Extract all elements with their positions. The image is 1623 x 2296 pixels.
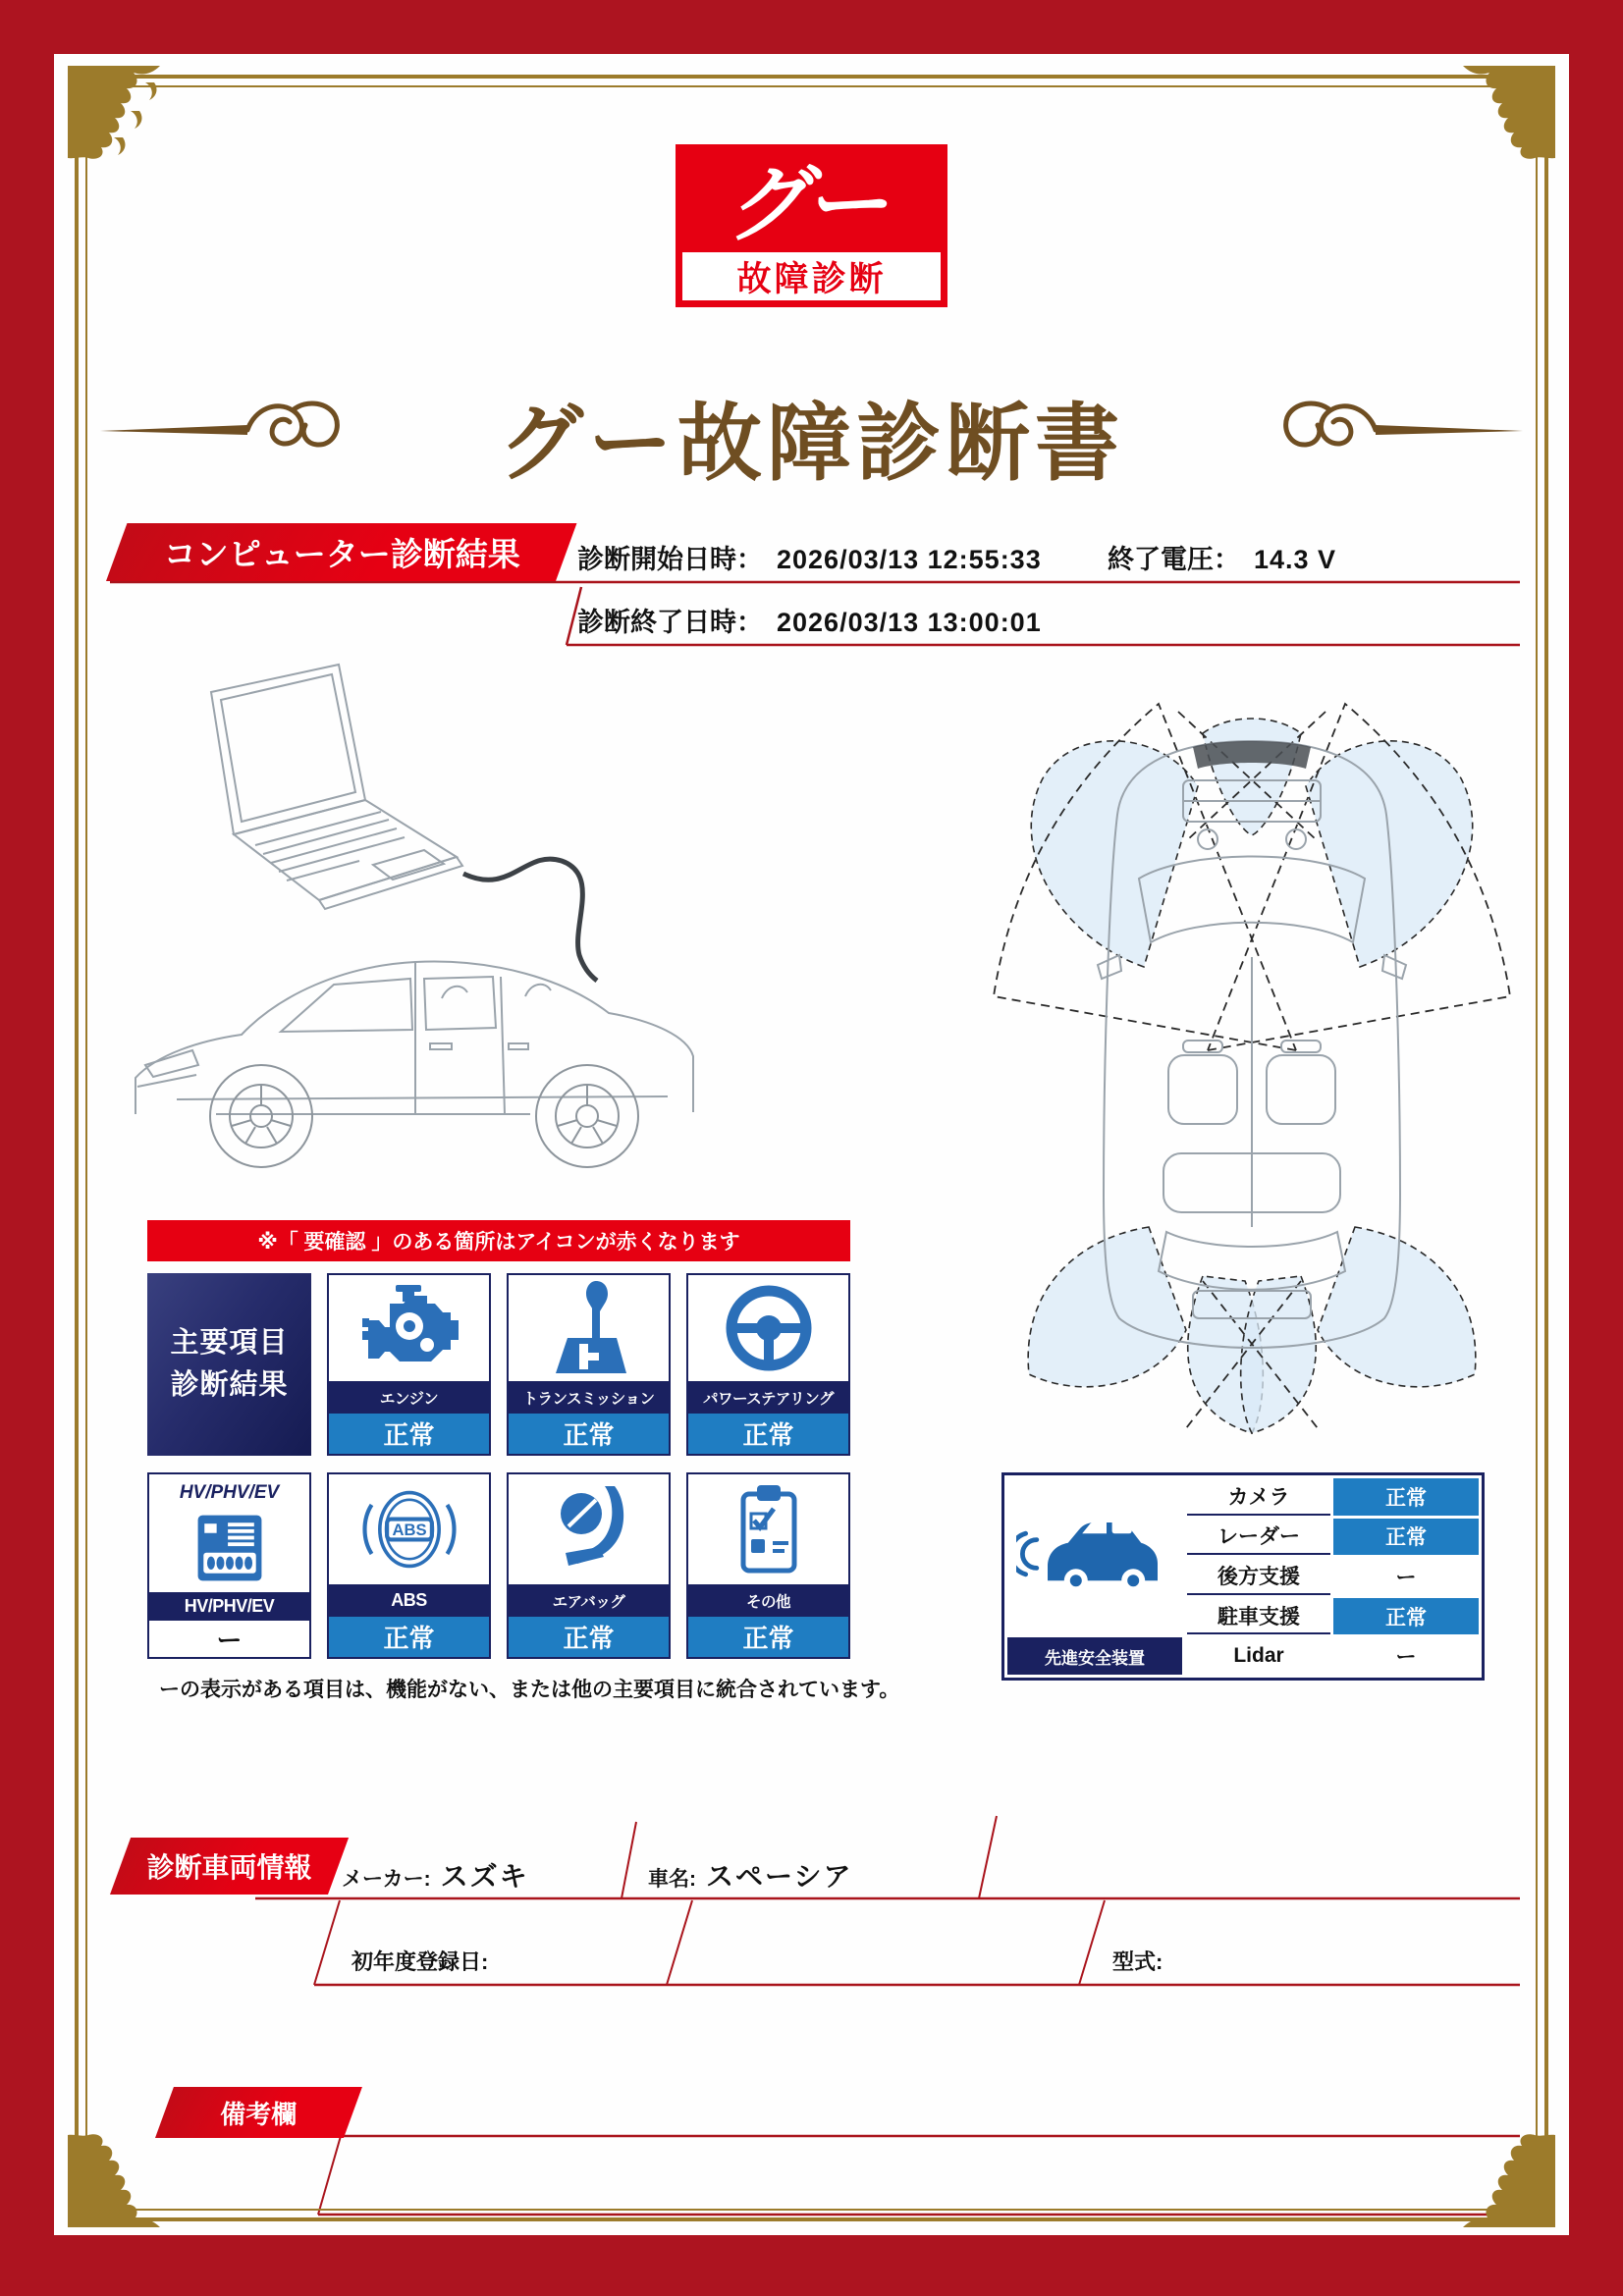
card-power-steering-status: 正常: [688, 1414, 848, 1454]
card-power-steering-label: パワーステアリング: [688, 1381, 848, 1414]
laptop-car-wireframe-svg: [118, 653, 727, 1193]
engine-icon: [329, 1275, 489, 1381]
maker-label: メーカー:: [342, 1868, 431, 1891]
card-hv-status: ー: [149, 1621, 309, 1657]
safety-row-parking-support-status: 正常: [1333, 1598, 1479, 1635]
safety-row-lidar: [1187, 1637, 1479, 1675]
main-diagnosis-header-line2: 診断結果: [170, 1369, 289, 1401]
safety-row-camera: [1187, 1478, 1479, 1516]
notice-strip: ※「 要確認 」のある箇所はアイコンが赤くなります: [147, 1220, 850, 1261]
safety-rows: [1187, 1478, 1479, 1675]
safety-car-cell: [1007, 1478, 1182, 1675]
safety-row-camera-name: カメラ: [1187, 1478, 1330, 1516]
card-power-steering: [686, 1273, 850, 1456]
first-registration-label: 初年度登録日:: [352, 1949, 489, 1974]
main-diagnosis-header-box: [147, 1273, 311, 1456]
transmission-icon: [509, 1275, 669, 1381]
card-transmission-status: 正常: [509, 1414, 669, 1454]
computer-diagnosis-banner-label: コンピューター診断結果: [163, 536, 520, 572]
model-label: 型式:: [1112, 1949, 1163, 1974]
page-title: グー故障診断書: [499, 397, 1124, 491]
vehicle-info-banner-label: 診断車両情報: [146, 1852, 312, 1883]
abs-icon-text: ABS: [391, 1521, 427, 1540]
card-engine-label: エンジン: [329, 1381, 489, 1414]
card-engine-status: 正常: [329, 1414, 489, 1454]
card-abs-label: ABS: [329, 1584, 489, 1617]
maker-value: スズキ: [440, 1861, 529, 1892]
safety-car-icon: [1016, 1496, 1173, 1604]
safety-row-parking-support-name: 駐車支援: [1187, 1598, 1330, 1635]
safety-row-rear-support-name: 後方支援: [1187, 1558, 1330, 1595]
safety-row-rear-support: [1187, 1558, 1479, 1595]
car-name-label: 車名:: [648, 1868, 696, 1891]
card-hv-phv-ev: [147, 1472, 311, 1659]
hv-top-label: HV/PHV/EV: [179, 1482, 280, 1503]
card-transmission-label: トランスミッション: [509, 1381, 669, 1414]
remarks-banner: [155, 2087, 362, 2138]
card-abs-status: 正常: [329, 1617, 489, 1657]
diagnosis-start-label: 診断開始日時：: [577, 545, 763, 574]
dash-footnote: ーの表示がある項目は、機能がない、または他の主要項目に統合されています。: [159, 1679, 900, 1701]
car-name-value: スペーシア: [706, 1861, 853, 1892]
corner-ornament-top-left: [65, 63, 163, 161]
safety-row-parking-support: [1187, 1598, 1479, 1635]
vehicle-info-rule-lines: [98, 1806, 1532, 2002]
end-voltage-label: 終了電圧：: [1108, 545, 1240, 574]
card-airbag-status: 正常: [509, 1617, 669, 1657]
card-engine: [327, 1273, 491, 1456]
safety-row-lidar-name: Lidar: [1233, 1644, 1284, 1668]
safety-devices-table: [1001, 1472, 1485, 1681]
card-airbag-label: エアバッグ: [509, 1584, 669, 1617]
diagnostic-cable: [463, 859, 597, 981]
card-other: [686, 1472, 850, 1659]
end-voltage-value: 14.3 V: [1254, 545, 1337, 574]
diagnosis-end-value: 2026/03/13 13:00:01: [777, 608, 1042, 637]
top-view-car-svg: [967, 643, 1537, 1458]
airbag-icon: [509, 1474, 669, 1584]
remarks-banner-label: 備考欄: [220, 2099, 298, 2129]
card-abs: [327, 1472, 491, 1659]
card-other-status: 正常: [688, 1617, 848, 1657]
safety-row-lidar-status: ー: [1333, 1637, 1479, 1675]
sensor-coverage-illustration: [967, 643, 1537, 1458]
goo-logo-sub-text: 故障診断: [682, 252, 941, 300]
card-hv-label: HV/PHV/EV: [149, 1592, 309, 1621]
laptop-car-illustration: [118, 653, 727, 1193]
steering-wheel-icon: [688, 1275, 848, 1381]
abs-icon: [329, 1474, 489, 1584]
hv-unit-icon: [149, 1504, 309, 1592]
main-diagnosis-header-line1: 主要項目: [170, 1326, 289, 1359]
card-other-label: その他: [688, 1584, 848, 1617]
safety-devices-label: 先進安全装置: [1007, 1637, 1182, 1675]
goo-logo: [676, 144, 947, 307]
vehicle-info-banner: [110, 1838, 349, 1895]
corner-ornament-top-right: [1460, 63, 1558, 161]
diagnosis-start-value: 2026/03/13 12:55:33: [777, 545, 1042, 574]
card-airbag: [507, 1472, 671, 1659]
safety-row-radar: [1187, 1519, 1479, 1556]
safety-row-camera-status: 正常: [1333, 1478, 1479, 1516]
clipboard-icon: [688, 1474, 848, 1584]
card-transmission: [507, 1273, 671, 1456]
computer-diagnosis-banner: [106, 523, 576, 581]
diagnosis-end-label: 診断終了日時：: [577, 608, 763, 637]
safety-row-radar-status: 正常: [1333, 1519, 1479, 1556]
safety-row-rear-support-status: ー: [1333, 1558, 1479, 1595]
safety-row-radar-name: レーダー: [1187, 1519, 1330, 1556]
goo-logo-main-text: グー: [723, 158, 897, 252]
